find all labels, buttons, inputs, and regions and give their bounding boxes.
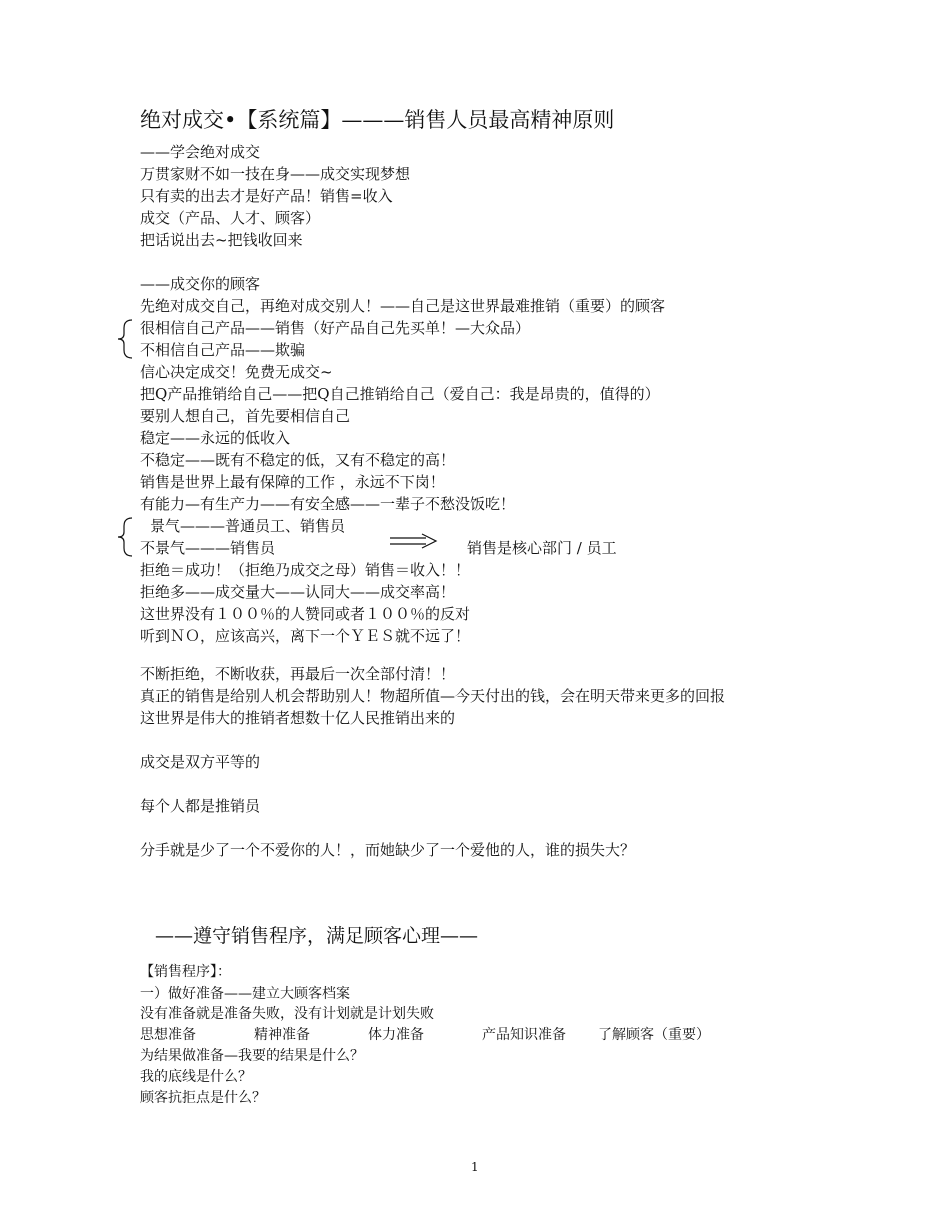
text-line: 有能力—有生产力——有安全感——一辈子不愁没饭吃！ [140, 495, 516, 513]
text-line: 很相信自己产品——销售（好产品自己先买单！—大众品） [140, 319, 531, 337]
text-line: 不相信自己产品——欺骗 [140, 341, 306, 359]
text-line: 一）做好准备——建立大顾客档案 [140, 986, 350, 1002]
section-subtitle: ——遵守销售程序，满足顾客心理—— [155, 925, 479, 947]
text-line: 把话说出去~把钱收回来 [140, 231, 303, 249]
text-line: 真正的销售是给别人机会帮助别人！物超所值—今天付出的钱，会在明天带来更多的回报 [140, 687, 726, 705]
text-line-right: 销售是核心部门 / 员工 [467, 539, 617, 557]
text-line: 这世界没有１００％的人赞同或者１００％的反对 [140, 605, 471, 623]
text-line: 我的底线是什么？ [140, 1069, 252, 1085]
document-title: 绝对成交•【系统篇】———销售人员最高精神原则 [140, 108, 615, 132]
text-line: 不断拒绝，不断收获，再最后一次全部付清！！ [140, 665, 456, 683]
text-line: 分手就是少了一个不爱你的人！，而她缺少了一个爱他的人，谁的损失大？ [140, 841, 636, 859]
text-line: 不稳定——既有不稳定的低，又有不稳定的高！ [140, 451, 456, 469]
page-number: 1 [471, 1160, 479, 1174]
brace-icon [114, 516, 136, 558]
text-line: 为结果做准备—我要的结果是什么？ [140, 1048, 364, 1064]
text-line: 只有卖的出去才是好产品！销售=收入 [140, 187, 393, 205]
text-line: 不景气———销售员 [140, 539, 276, 557]
text-line: 把Q产品推销给自己——把Q自己推销给自己（爱自己：我是昂贵的，值得的） [140, 385, 660, 403]
text-line: ——学会绝对成交 [140, 143, 261, 161]
text-line: 信心决定成交！免费无成交~ [140, 363, 333, 381]
text-line: 景气———普通员工、销售员 [150, 517, 346, 535]
text-line: 顾客抗拒点是什么？ [140, 1090, 266, 1106]
text-line: 每个人都是推销员 [140, 797, 261, 815]
list-item: 产品知识准备 [482, 1027, 566, 1043]
text-line: 成交（产品、人才、顾客） [140, 209, 321, 227]
text-line: 先绝对成交自己，再绝对成交别人！——自己是这世界最难推销（重要）的顾客 [140, 297, 666, 315]
text-line: 要别人想自己，首先要相信自己 [140, 407, 351, 425]
text-line: 这世界是伟大的推销者想数十亿人民推销出来的 [140, 709, 456, 727]
text-line: 听到ＮＯ，应该高兴，离下一个ＹＥＳ就不远了！ [140, 627, 471, 645]
list-item: 了解顾客（重要） [598, 1027, 710, 1043]
text-line: 稳定——永远的低收入 [140, 429, 291, 447]
text-line: 拒绝＝成功！（拒绝乃成交之母）销售＝收入！！ [140, 561, 471, 579]
text-line: 没有准备就是准备失败，没有计划就是计划失败 [140, 1006, 434, 1022]
list-item: 思想准备 [140, 1027, 196, 1043]
text-line: 销售是世界上最有保障的工作 ，永远不下岗！ [140, 473, 445, 491]
list-item: 体力准备 [368, 1027, 424, 1043]
list-item: 精神准备 [254, 1027, 310, 1043]
text-line: 万贯家财不如一技在身——成交实现梦想 [140, 165, 411, 183]
brace-icon [114, 318, 136, 360]
text-line: 成交是双方平等的 [140, 753, 261, 771]
text-line: 拒绝多——成交量大——认同大——成交率高！ [140, 583, 456, 601]
double-arrow-icon [390, 533, 440, 549]
text-line: 【销售程序】： [140, 964, 231, 980]
section-heading: ——成交你的顾客 [140, 275, 261, 293]
